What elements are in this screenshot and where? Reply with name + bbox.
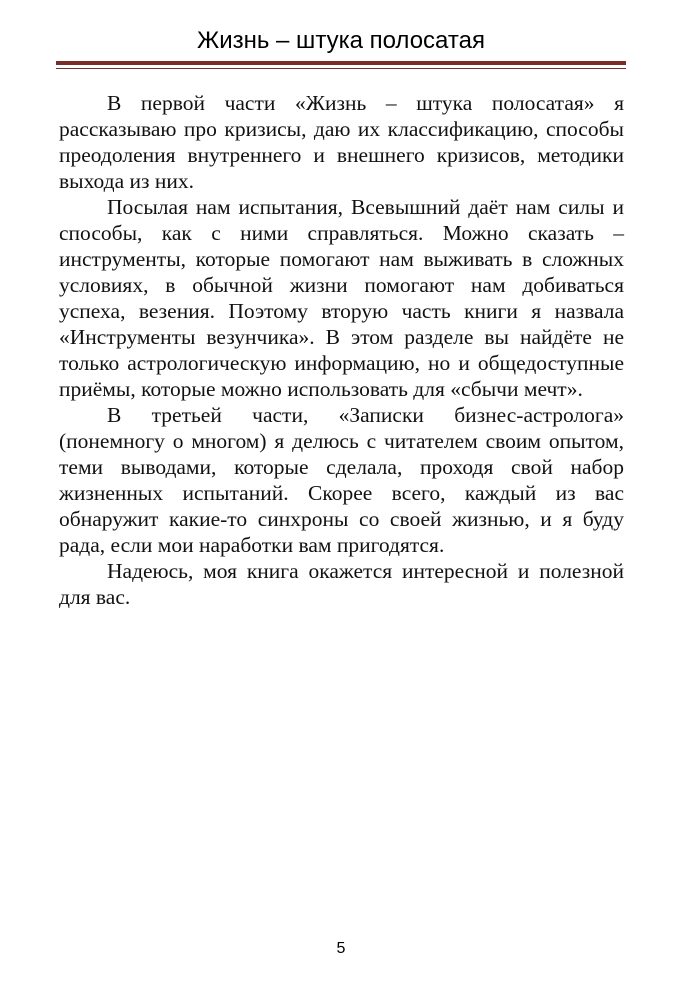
header-rule-thick <box>56 61 626 65</box>
running-header-title: Жизнь – штука полосатая <box>197 27 485 54</box>
paragraph-3: В третьей части, «Записки бизнес-астролога» (понемногу о многом) я делюсь с читателем своим опытом, теми выводами, которые сделала, проходя свой набор жизненных испытаний. Скорее всего, каждый из вас обнаружит какие-то синхроны со своей жизнью, и я буду рада, если мои наработки вам пригодятся. <box>59 403 624 557</box>
body-text <box>59 90 624 610</box>
header-rule-thin <box>56 68 626 69</box>
paragraph-4: Надеюсь, моя книга окажется интересной и полезной для вас. <box>59 559 624 609</box>
page-number: 5 <box>336 940 346 957</box>
paragraph-2: Посылая нам испытания, Всевышний даёт нам силы и способы, как с ними справляться. Можно сказать – инструменты, которые помогают нам выживать в сложных условиях, в обычной жизни помогают нам добиваться успеха, везения. Поэтому вторую часть книги я назвала «Инструменты везунчика». В этом разделе вы найдёте не только астрологическую информацию, но и общедоступные приёмы, которые можно использовать для «сбычи мечт». <box>59 195 624 401</box>
paragraph-1: В первой части «Жизнь – штука полосатая» я рассказываю про кризисы, даю их классификацию, способы преодоления внутреннего и внешнего кризисов, методики выхода из них. <box>59 91 624 193</box>
